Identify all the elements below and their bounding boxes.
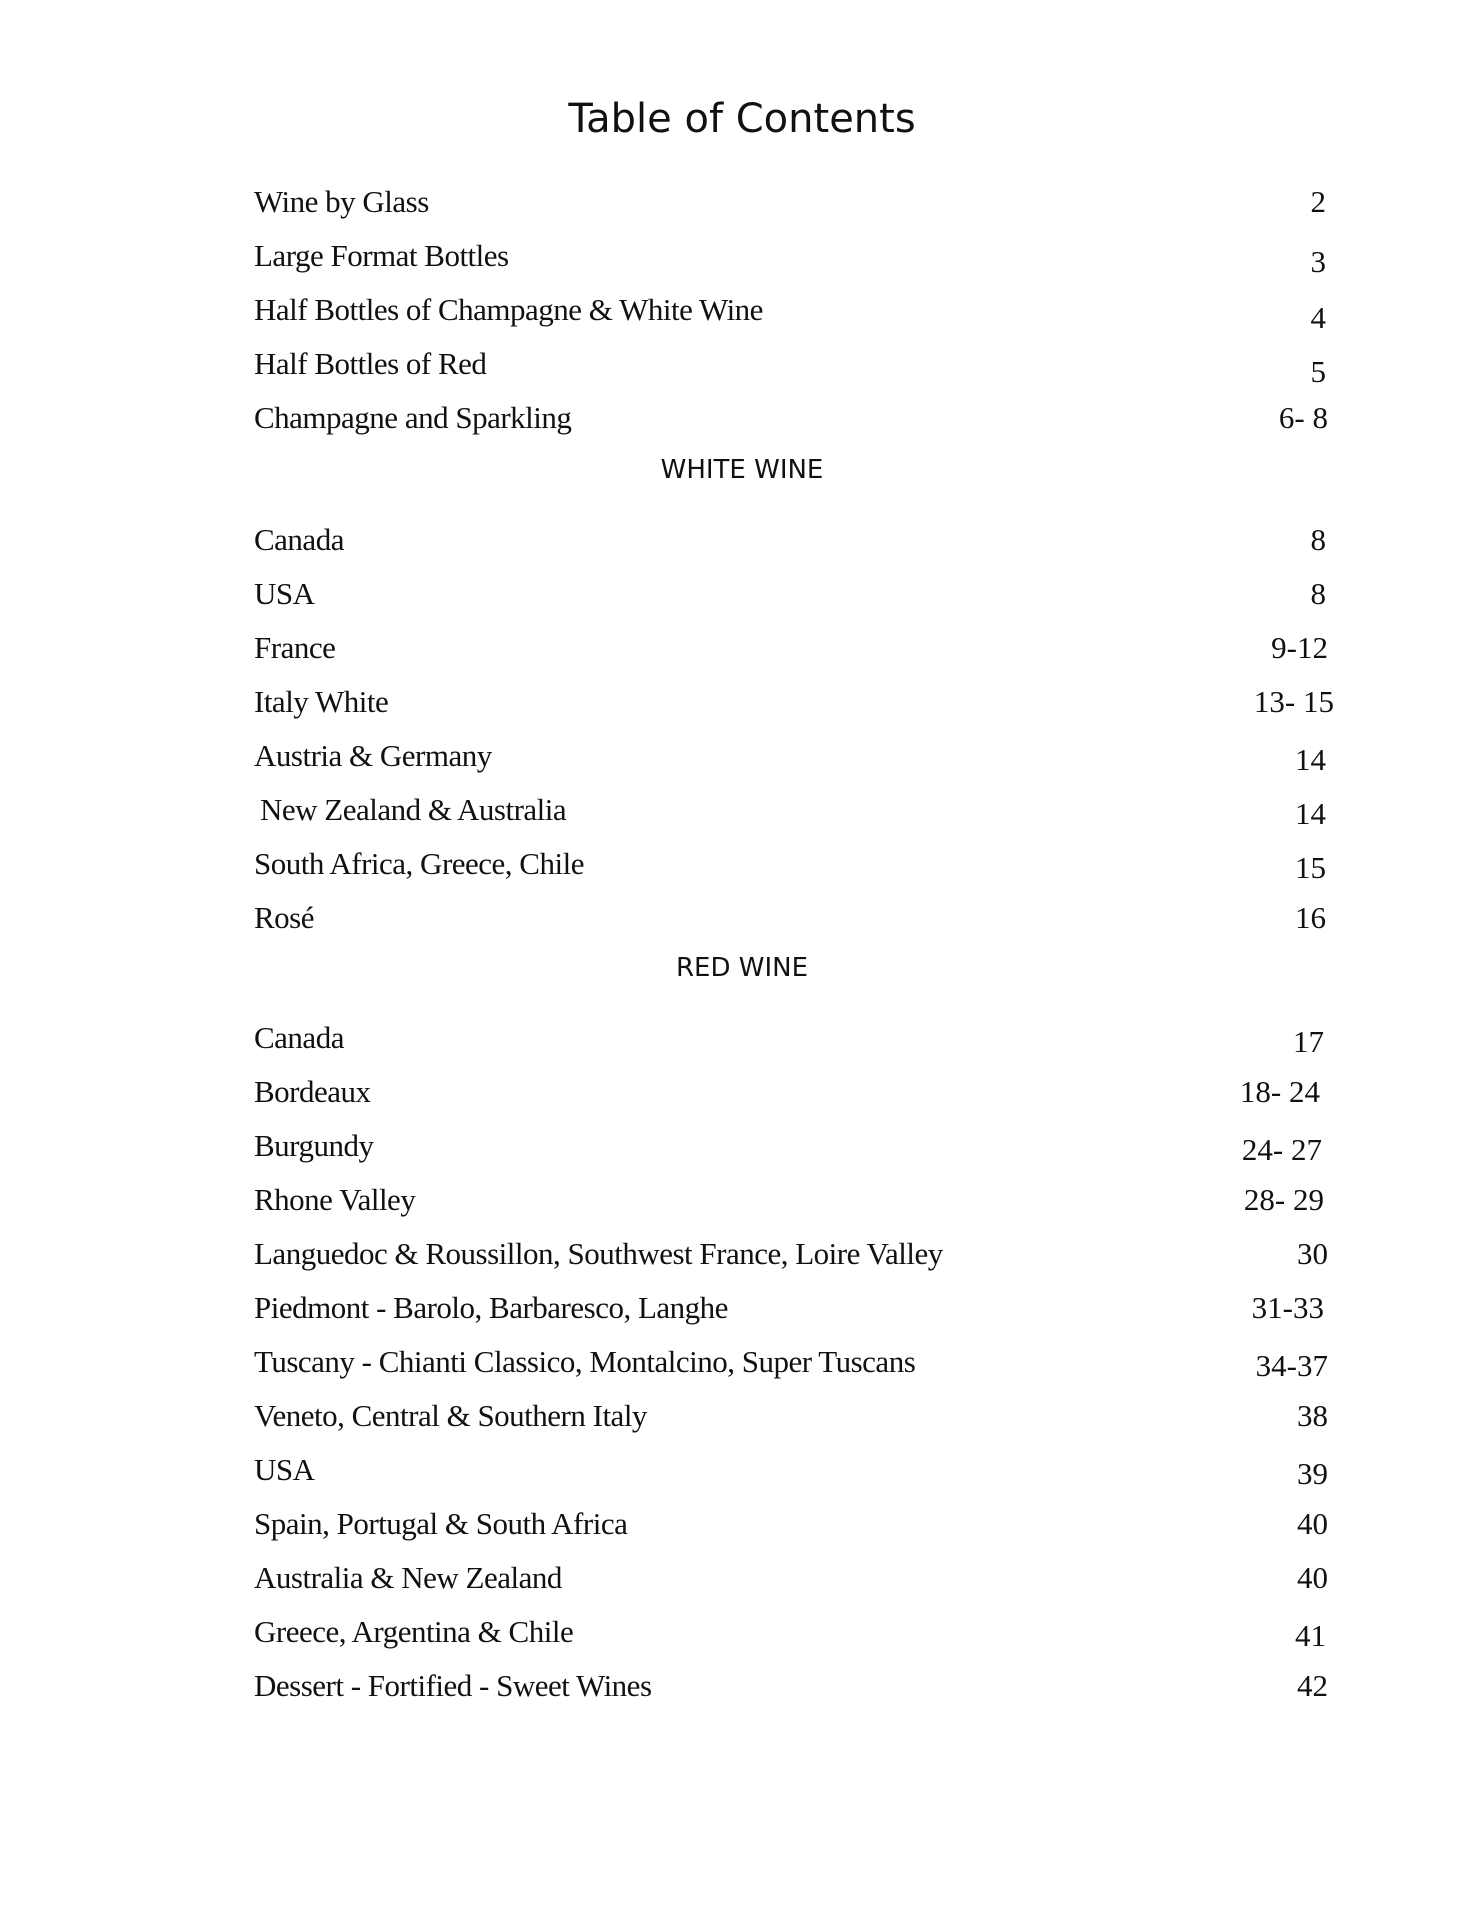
toc-entry-languedoc-roussillon[interactable] [0, 1232, 1484, 1276]
toc-entry-pages: 41 [1295, 1618, 1326, 1653]
toc-entry-label: Rosé [254, 900, 314, 935]
toc-entry-red-usa[interactable] [0, 1448, 1484, 1492]
toc-entry-spain-portugal-south-africa[interactable] [0, 1502, 1484, 1546]
toc-entry-label: Languedoc & Roussillon, Southwest France, Loire Valley [254, 1236, 943, 1271]
toc-entry-champagne-sparkling[interactable] [0, 396, 1484, 440]
toc-entry-piedmont[interactable] [0, 1286, 1484, 1330]
toc-entry-label: USA [254, 576, 315, 611]
toc-entry-pages: 40 [1297, 1506, 1328, 1541]
toc-entry-label: France [254, 630, 336, 665]
toc-entry-label: Canada [254, 522, 344, 557]
toc-entry-rose[interactable] [0, 896, 1484, 940]
toc-entry-pages: 8 [1310, 522, 1326, 557]
toc-entry-pages: 24- 27 [1241, 1132, 1322, 1167]
toc-entry-pages: 30 [1297, 1236, 1328, 1271]
toc-entry-label: USA [254, 1452, 315, 1487]
toc-entry-pages: 16 [1295, 900, 1326, 935]
toc-entry-veneto-italy[interactable] [0, 1394, 1484, 1438]
toc-entry-pages: 4 [1310, 300, 1326, 335]
toc-entry-label: Greece, Argentina & Chile [254, 1614, 574, 1649]
toc-entry-greece-argentina-chile[interactable] [0, 1610, 1484, 1654]
toc-entry-australia-new-zealand[interactable] [0, 1556, 1484, 1600]
toc-entry-pages: 18- 24 [1239, 1074, 1320, 1109]
toc-entry-label: Austria & Germany [254, 738, 492, 773]
toc-entry-label: South Africa, Greece, Chile [254, 846, 584, 881]
toc-entry-pages: 6- 8 [1278, 400, 1328, 435]
toc-entry-label: Italy White [254, 684, 389, 719]
toc-entry-label: Half Bottles of Red [254, 346, 487, 381]
toc-entry-white-canada[interactable] [0, 518, 1484, 562]
toc-entry-austria-germany[interactable] [0, 734, 1484, 778]
toc-entry-label: Rhone Valley [254, 1182, 416, 1217]
toc-entry-label: Piedmont - Barolo, Barbaresco, Langhe [254, 1290, 728, 1325]
toc-entry-pages: 14 [1295, 796, 1326, 831]
section-heading-red-wine: RED WINE [675, 953, 809, 983]
toc-entry-label: Dessert - Fortified - Sweet Wines [254, 1668, 652, 1703]
toc-entry-pages: 40 [1297, 1560, 1328, 1595]
toc-entry-tuscany[interactable] [0, 1340, 1484, 1384]
toc-entry-large-format-bottles[interactable] [0, 234, 1484, 278]
toc-entry-pages: 2 [1310, 184, 1326, 219]
toc-entry-label: Tuscany - Chianti Classico, Montalcino, Super Tuscans [254, 1344, 916, 1379]
toc-entry-pages: 38 [1297, 1398, 1328, 1433]
toc-entry-burgundy[interactable] [0, 1124, 1484, 1168]
toc-entry-label: Champagne and Sparkling [254, 400, 572, 435]
toc-entry-pages: 42 [1297, 1668, 1328, 1703]
section-heading-white-wine: WHITE WINE [660, 455, 824, 485]
toc-entry-pages: 13- 15 [1253, 684, 1334, 719]
toc-entry-label: Wine by Glass [254, 184, 429, 219]
page-title: Table of Contents [568, 96, 916, 142]
toc-entry-italy-white[interactable] [0, 680, 1484, 724]
toc-entry-pages: 9-12 [1271, 630, 1328, 665]
toc-entry-new-zealand-australia[interactable] [0, 788, 1484, 832]
toc-entry-south-africa-greece-chile[interactable] [0, 842, 1484, 886]
toc-entry-label: Burgundy [254, 1128, 374, 1163]
toc-entry-label: Veneto, Central & Southern Italy [254, 1398, 647, 1433]
toc-entry-pages: 39 [1297, 1456, 1328, 1491]
toc-entry-pages: 15 [1295, 850, 1326, 885]
toc-entry-label: Half Bottles of Champagne & White Wine [254, 292, 763, 327]
toc-entry-pages: 8 [1310, 576, 1326, 611]
toc-entry-label: Large Format Bottles [254, 238, 509, 273]
toc-entry-label: Australia & New Zealand [254, 1560, 562, 1595]
toc-entry-half-bottles-red[interactable] [0, 342, 1484, 389]
toc-entry-white-usa[interactable] [0, 572, 1484, 616]
toc-entry-pages: 28- 29 [1243, 1182, 1324, 1217]
toc-entry-pages: 17 [1293, 1024, 1324, 1059]
toc-entry-pages: 5 [1310, 354, 1326, 389]
toc-entry-label: Canada [254, 1020, 344, 1055]
toc-entry-red-canada[interactable] [0, 1016, 1484, 1060]
toc-entry-pages: 14 [1295, 742, 1326, 777]
toc-entry-label: Bordeaux [254, 1074, 371, 1109]
toc-entry-bordeaux[interactable] [0, 1070, 1484, 1114]
toc-entry-dessert-fortified-sweet[interactable] [0, 1664, 1484, 1708]
toc-entry-label: New Zealand & Australia [260, 792, 567, 827]
toc-entry-pages: 34-37 [1255, 1348, 1328, 1383]
toc-entry-pages: 31-33 [1251, 1290, 1324, 1325]
toc-entry-rhone-valley[interactable] [0, 1178, 1484, 1222]
toc-entry-half-bottles-champagne-white[interactable] [0, 288, 1484, 335]
toc-entry-pages: 3 [1310, 244, 1326, 279]
toc-entry-label: Spain, Portugal & South Africa [254, 1506, 628, 1541]
toc-entry-wine-by-glass[interactable] [0, 180, 1484, 224]
toc-entry-white-france[interactable] [0, 626, 1484, 670]
